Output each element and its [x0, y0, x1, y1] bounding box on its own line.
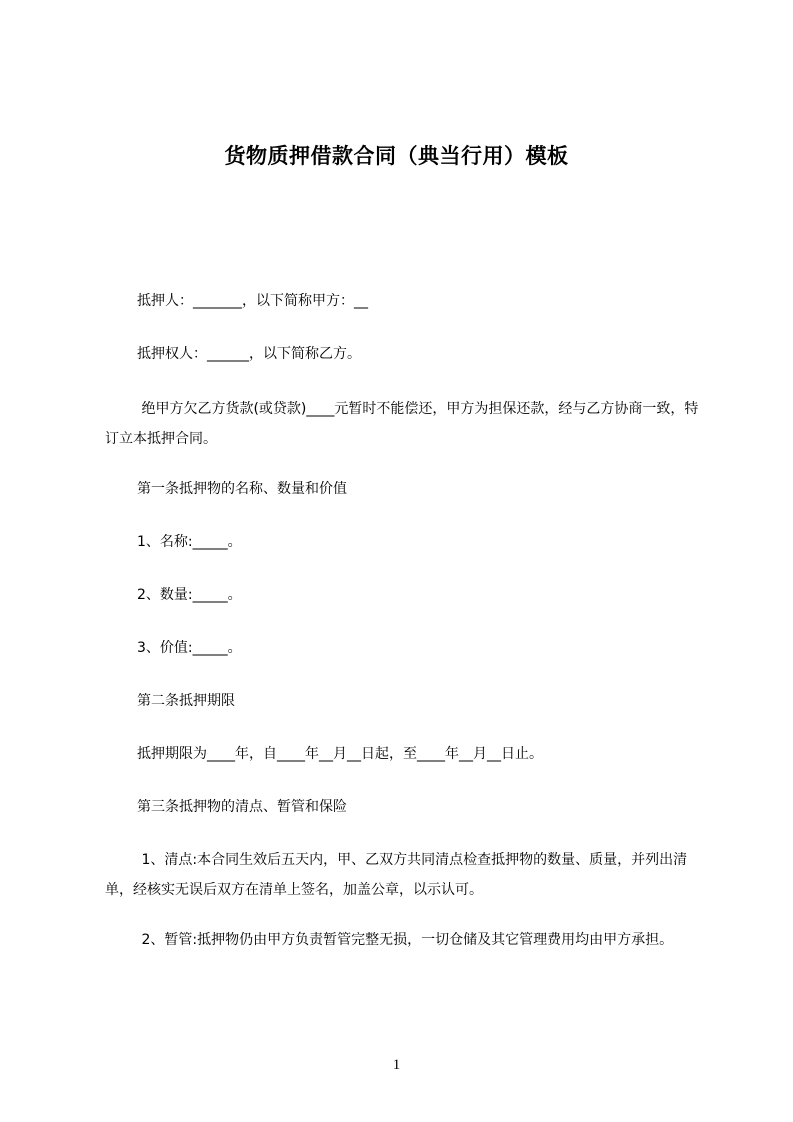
paragraph-term: 抵押期限为____年，自____年__月__日起，至____年__月__日止。 — [137, 746, 543, 762]
clause-custody: 2、暂管:抵押物仍由甲方负责暂管完整无损，一切仓储及其它管理费用均由甲方承担。 — [137, 932, 674, 948]
page-number: 1 — [392, 1057, 401, 1073]
paragraph-preamble: 绝甲方欠乙方货款(或贷款)____元暂时不能偿还，甲方为担保还款，经与乙方协商一致，特订立本抵押合同。 — [105, 401, 699, 447]
article-3-heading: 第三条抵押物的清点、暂管和保险 — [137, 799, 347, 815]
paragraph-pledgee: 抵押权人：______，以下简称乙方。 — [137, 346, 361, 362]
paragraph-pledgor: 抵押人：_______，以下简称甲方：__ — [137, 293, 368, 309]
clause-inventory: 1、清点:本合同生效后五天内，甲、乙双方共同清点检查抵押物的数量、质量，并列出清单，经核实无误后双方在清单上签名，加盖公章，以示认可。 — [105, 852, 688, 898]
item-name: 1、名称:_____。 — [137, 534, 242, 550]
item-value: 3、价值:_____。 — [137, 640, 242, 656]
item-quantity: 2、数量:_____。 — [137, 587, 242, 603]
article-1-heading: 第一条抵押物的名称、数量和价值 — [137, 481, 347, 497]
document-title: 货物质押借款合同（典当行用）模板 — [224, 144, 569, 168]
article-2-heading: 第二条抵押期限 — [137, 693, 235, 709]
